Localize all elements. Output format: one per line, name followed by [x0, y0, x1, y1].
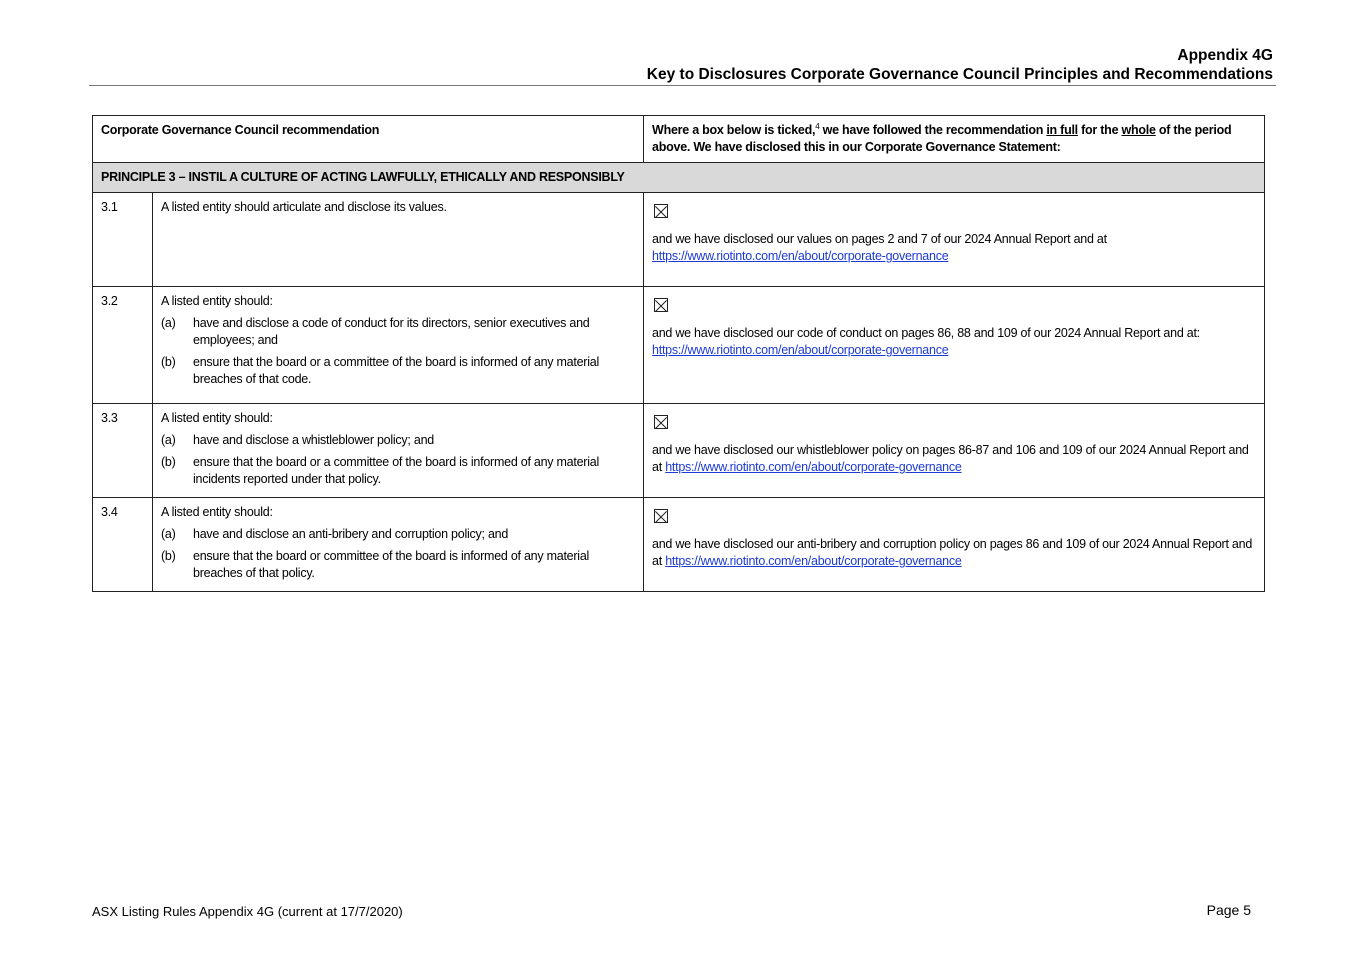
col2-header-part: Where a box below is ticked, [652, 123, 816, 137]
rec-item [161, 526, 635, 543]
col2-header [644, 116, 1265, 163]
table-row [93, 287, 1265, 404]
footnote-marker: 4 [815, 121, 820, 131]
rec-answer [644, 498, 1265, 592]
rec-item-text: have and disclose a code of conduct for its directors, senior executives and employees; and [193, 316, 590, 347]
rec-answer [644, 287, 1265, 404]
col2-header-part: we have followed the recommendation [819, 123, 1047, 137]
rec-number: 3.1 [93, 193, 153, 287]
answer-text-body: and we have disclosed our anti-bribery and corruption policy on pages 86 and 109 of our 2024 Annual Report and at [652, 537, 1253, 568]
rec-item-label: (a) [161, 433, 176, 447]
rec-item-label: (b) [161, 455, 176, 469]
whole-emphasis: whole [1121, 123, 1156, 137]
rec-item-text: ensure that the board or committee of the board is informed of any material breaches of that policy. [193, 549, 590, 580]
recommendations-table [92, 115, 1265, 592]
rec-item-text: have and disclose a whistleblower policy; and [193, 433, 434, 447]
governance-link[interactable]: https://www.riotinto.com/en/about/corporate-governance [652, 249, 949, 263]
rec-item-label: (b) [161, 355, 176, 369]
rec-item-text: ensure that the board or a committee of the board is informed of any material breaches of that code. [193, 355, 599, 386]
rec-text [153, 193, 644, 287]
footer-source: ASX Listing Rules Appendix 4G (current at 17/7/2020) [92, 904, 403, 919]
col1-header: Corporate Governance Council recommendation [93, 116, 644, 163]
rec-answer [644, 404, 1265, 498]
page-header [647, 46, 1273, 84]
rec-text [153, 498, 644, 592]
rec-item-label: (a) [161, 527, 176, 541]
answer-text [652, 536, 1256, 570]
table-row [93, 193, 1265, 287]
answer-text-body: and we have disclosed our whistleblower policy on pages 86-87 and 106 and 109 of our 2024 Annual Report and at [652, 443, 1249, 474]
rec-item [161, 548, 635, 582]
answer-text [652, 442, 1256, 476]
rec-number: 3.3 [93, 404, 153, 498]
page-number: Page 5 [1206, 902, 1251, 918]
rec-intro: A listed entity should: [161, 505, 273, 519]
answer-text: and we have disclosed our values on pages 2 and 7 of our 2024 Annual Report and at [652, 232, 1107, 246]
rec-number: 3.2 [93, 287, 153, 404]
in-full-emphasis: in full [1046, 123, 1078, 137]
answer-text: and we have disclosed our code of conduct on pages 86, 88 and 109 of our 2024 Annual Report and at: [652, 326, 1200, 340]
governance-link[interactable]: https://www.riotinto.com/en/about/corporate-governance [652, 343, 949, 357]
rec-item-label: (b) [161, 549, 176, 563]
col2-header-part: of the period above. We have disclosed this in our Corporate Governance Statement: [652, 123, 1232, 154]
rec-item [161, 354, 635, 388]
ticked-checkbox-icon[interactable] [654, 415, 668, 429]
rec-intro: A listed entity should articulate and disclose its values. [161, 200, 447, 214]
governance-link[interactable]: https://www.riotinto.com/en/about/corporate-governance [665, 554, 962, 568]
principle-row [93, 163, 1265, 193]
ticked-checkbox-icon[interactable] [654, 509, 668, 523]
rec-intro: A listed entity should: [161, 294, 273, 308]
rec-item-text: ensure that the board or a committee of the board is informed of any material incidents reported under that policy. [193, 455, 599, 486]
col2-header-part: for the [1077, 123, 1122, 137]
rec-item [161, 454, 635, 488]
governance-link[interactable]: https://www.riotinto.com/en/about/corporate-governance [665, 460, 962, 474]
rec-item-label: (a) [161, 316, 176, 330]
header-subtitle: Key to Disclosures Corporate Governance Council Principles and Recommendations [646, 66, 1273, 83]
rec-number: 3.4 [93, 498, 153, 592]
rec-text [153, 287, 644, 404]
principle-title: PRINCIPLE 3 – INSTIL A CULTURE OF ACTING LAWFULLY, ETHICALLY AND RESPONSIBLY [93, 163, 1265, 193]
header-title: Appendix 4G [1177, 47, 1273, 64]
table-header-row [93, 116, 1265, 163]
ticked-checkbox-icon[interactable] [654, 298, 668, 312]
rec-text [153, 404, 644, 498]
rec-item [161, 432, 635, 449]
table-row [93, 404, 1265, 498]
table-row [93, 498, 1265, 592]
header-rule [89, 85, 1276, 86]
ticked-checkbox-icon[interactable] [654, 204, 668, 218]
rec-answer [644, 193, 1265, 287]
rec-intro: A listed entity should: [161, 411, 273, 425]
rec-item-text: have and disclose an anti-bribery and corruption policy; and [193, 527, 509, 541]
rec-item [161, 315, 635, 349]
